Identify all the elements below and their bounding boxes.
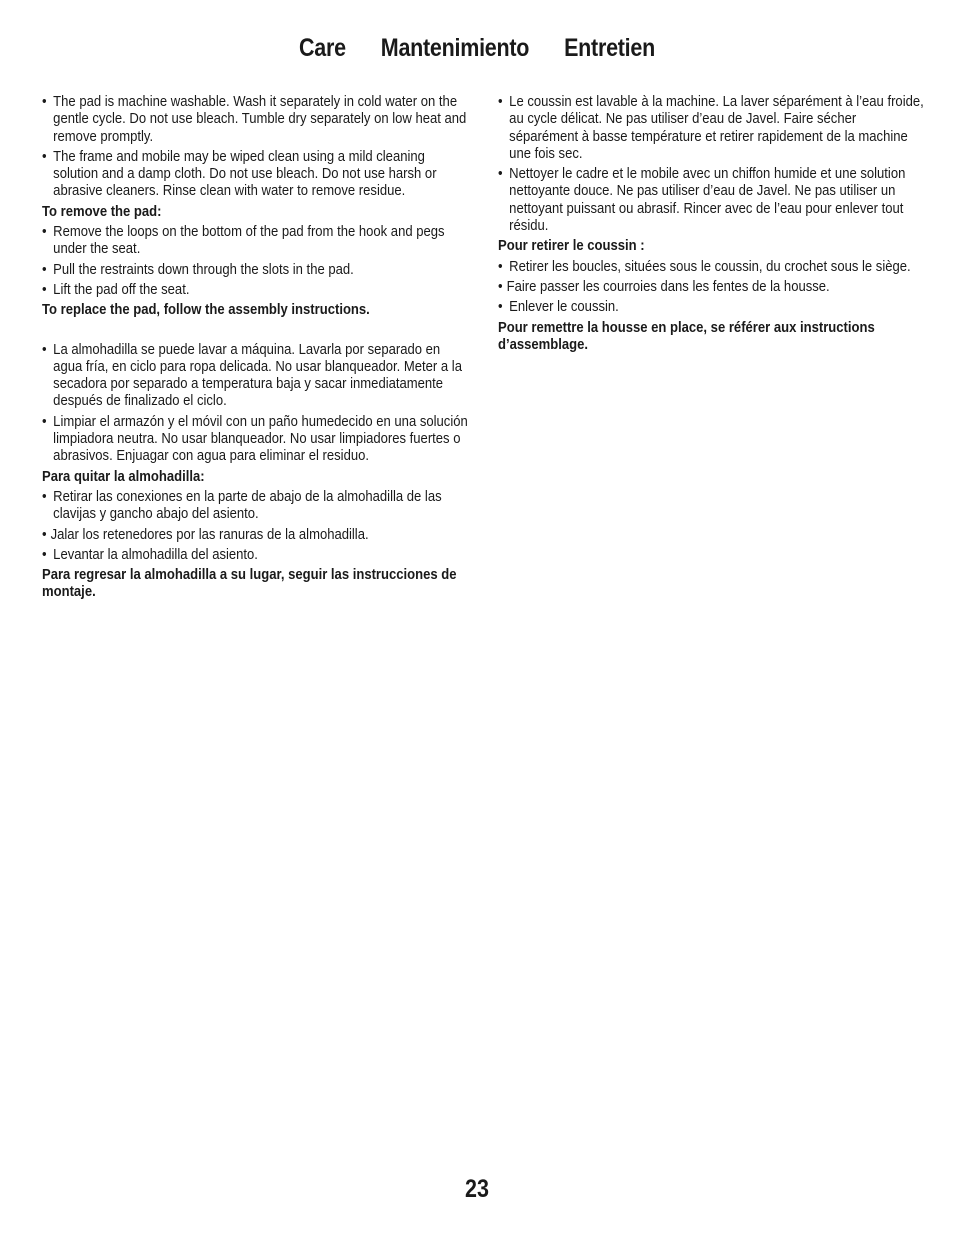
- remove-pad-heading: To remove the pad:: [42, 202, 162, 220]
- page-number: 23: [465, 1175, 489, 1203]
- care-bullet-wash: • La almohadilla se puede lavar a máquina. Lavarla por separado en agua fría, en ciclo para ropa delicada. No usar blanqueador. Meter a la secadora por separado a temperatura baja y sacar inmediatamente después de finalizado el ciclo.: [42, 341, 472, 410]
- remove-step: • Pull the restraints down through the slots in the pad.: [42, 261, 472, 278]
- english-section: [42, 93, 472, 319]
- remove-step: • Retirer les boucles, situées sous le coussin, du crochet sous le siège.: [498, 258, 928, 275]
- care-bullet-wipe: • Limpiar el armazón y el móvil con un paño humedecido en una solución limpiadora neutra. No usar blanqueador. No usar limpiadores fuertes o abrasivos. Enjuagar con agua para eliminar el residuo.: [42, 413, 472, 465]
- care-bullet-wipe: • Nettoyer le cadre et le mobile avec un chiffon humide et une solution nettoyante douce. Ne pas utiliser d’eau de Javel. Ne pas utiliser un nettoyant puissant ou abrasif. Rincer avec de l’eau pour enlever tout résidu.: [498, 165, 928, 234]
- remove-pad-heading: Pour retirer le coussin :: [498, 237, 645, 255]
- replace-pad-note: Para regresar la almohadilla a su lugar, seguir las instrucciones de montaje.: [42, 566, 457, 601]
- remove-step: • Jalar los retenedores por las ranuras de la almohadilla.: [42, 526, 472, 543]
- replace-pad-note: To replace the pad, follow the assembly instructions.: [42, 301, 370, 319]
- title-english: Care: [299, 34, 346, 62]
- remove-step: • Faire passer les courroies dans les fentes de la housse.: [498, 278, 928, 295]
- title-spanish: Mantenimiento: [380, 34, 530, 62]
- care-bullet-wash: • The pad is machine washable. Wash it separately in cold water on the gentle cycle. Do not use bleach. Tumble dry separately on low heat and remove promptly.: [42, 93, 472, 145]
- care-bullet-wash: • Le coussin est lavable à la machine. La laver séparément à l’eau froide, au cycle délicat. Ne pas utiliser d’eau de Javel. Faire sécher séparément à basse température et retirer rapidement de la machine une fois sec.: [498, 93, 928, 162]
- remove-step: • Retirar las conexiones en la parte de abajo de la almohadilla de las clavijas y gancho abajo del asiento.: [42, 488, 472, 523]
- spanish-section: [42, 341, 472, 601]
- remove-step: • Levantar la almohadilla del asiento.: [42, 546, 472, 563]
- french-section: [498, 93, 928, 353]
- remove-step: • Lift the pad off the seat.: [42, 281, 472, 298]
- title-french: Entretien: [564, 34, 655, 62]
- page-title: [67, 34, 887, 63]
- right-column: [498, 93, 928, 356]
- left-column: [42, 93, 472, 604]
- care-bullet-wipe: • The frame and mobile may be wiped clean using a mild cleaning solution and a damp cloth. Do not use bleach. Do not use harsh or abrasive cleaners. Rinse clean with water to remove residue.: [42, 148, 472, 200]
- remove-step: • Enlever le coussin.: [498, 298, 928, 315]
- remove-pad-heading: Para quitar la almohadilla:: [42, 467, 205, 485]
- remove-step: • Remove the loops on the bottom of the pad from the hook and pegs under the seat.: [42, 223, 472, 258]
- replace-pad-note: Pour remettre la housse en place, se référer aux instructions d’assemblage.: [498, 318, 875, 353]
